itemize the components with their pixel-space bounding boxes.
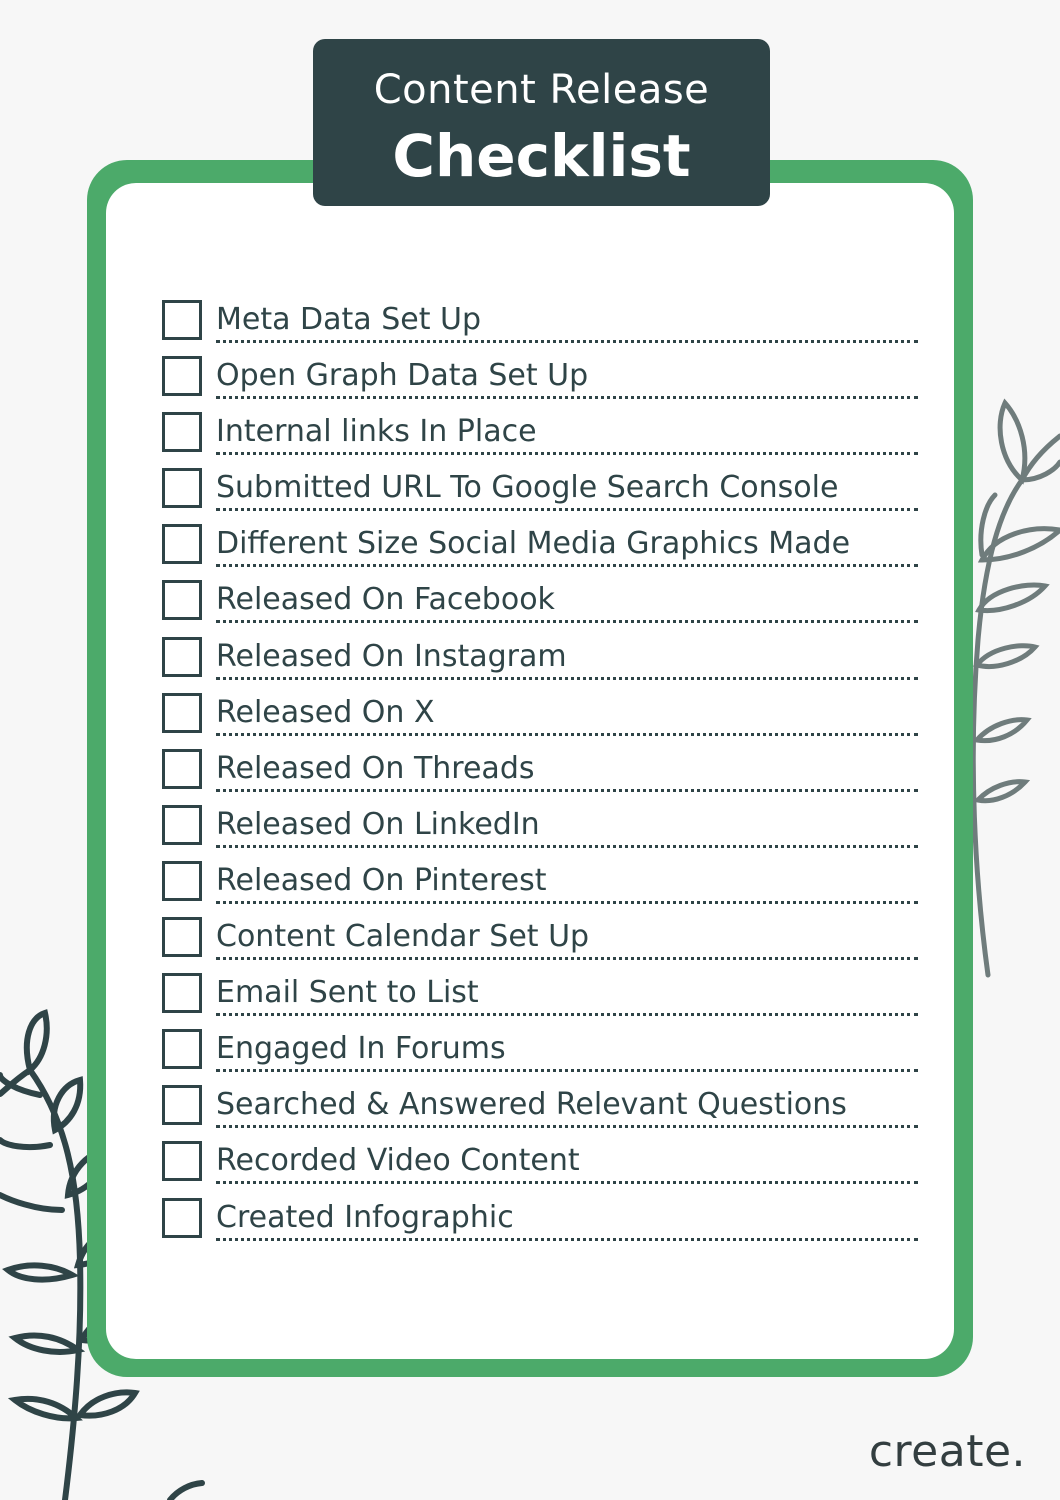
checklist-item-label: Email Sent to List <box>216 975 479 1011</box>
checklist-item-label: Content Calendar Set Up <box>216 919 590 955</box>
dotted-rule <box>216 789 918 792</box>
checklist-item[interactable] <box>162 1198 918 1254</box>
checkbox[interactable] <box>162 917 202 957</box>
dotted-rule <box>216 1125 918 1128</box>
checkbox[interactable] <box>162 412 202 452</box>
checklist-item[interactable] <box>162 524 918 580</box>
checkbox[interactable] <box>162 356 202 396</box>
checklist-item[interactable] <box>162 749 918 805</box>
checkbox[interactable] <box>162 1198 202 1238</box>
dotted-rule <box>216 508 918 511</box>
dotted-rule <box>216 677 918 680</box>
checklist-item-label: Internal links In Place <box>216 414 537 450</box>
checklist-item[interactable] <box>162 1085 918 1141</box>
checkbox[interactable] <box>162 693 202 733</box>
checklist-item-label: Searched & Answered Relevant Questions <box>216 1087 847 1123</box>
dotted-rule <box>216 901 918 904</box>
checkbox[interactable] <box>162 1141 202 1181</box>
checklist-item-label: Released On Pinterest <box>216 862 547 898</box>
checkbox[interactable] <box>162 468 202 508</box>
title-line-1: Content Release <box>373 67 710 113</box>
checklist-item[interactable] <box>162 468 918 524</box>
checklist-item[interactable] <box>162 580 918 636</box>
checkbox[interactable] <box>162 524 202 564</box>
checkbox[interactable] <box>162 749 202 789</box>
checklist-item-label: Released On Instagram <box>216 638 567 674</box>
checkbox[interactable] <box>162 300 202 340</box>
checklist-item[interactable] <box>162 693 918 749</box>
checklist-item-label: Engaged In Forums <box>216 1031 506 1067</box>
checklist-item[interactable] <box>162 1029 918 1085</box>
dotted-rule <box>216 733 918 736</box>
checklist-item-label: Different Size Social Media Graphics Made <box>216 526 851 562</box>
checklist <box>162 300 918 1254</box>
checklist-item-label: Meta Data Set Up <box>216 302 481 337</box>
checkbox[interactable] <box>162 861 202 901</box>
dotted-rule <box>216 396 918 399</box>
checklist-item-label: Open Graph Data Set Up <box>216 358 589 394</box>
checklist-item-label: Released On X <box>216 694 435 730</box>
dotted-rule <box>216 564 918 567</box>
checklist-item-label: Recorded Video Content <box>216 1143 580 1179</box>
dotted-rule <box>216 957 918 960</box>
checklist-item[interactable] <box>162 300 918 356</box>
dotted-rule <box>216 620 918 623</box>
checkbox[interactable] <box>162 580 202 620</box>
right-branch-icon <box>973 403 1060 975</box>
checklist-item[interactable] <box>162 1141 918 1197</box>
brand-logo: create. <box>868 1426 1026 1477</box>
checklist-item[interactable] <box>162 637 918 693</box>
checkbox[interactable] <box>162 973 202 1013</box>
checklist-item[interactable] <box>162 412 918 468</box>
dotted-rule <box>216 845 918 848</box>
checklist-item-label: Released On Facebook <box>216 582 555 618</box>
dotted-rule <box>216 1069 918 1072</box>
checklist-item[interactable] <box>162 917 918 973</box>
checklist-item-label: Released On LinkedIn <box>216 806 540 842</box>
checklist-item[interactable] <box>162 356 918 412</box>
checklist-item-label: Submitted URL To Google Search Console <box>216 470 839 506</box>
checkbox[interactable] <box>162 1029 202 1069</box>
checklist-item[interactable] <box>162 805 918 861</box>
checklist-item[interactable] <box>162 973 918 1029</box>
dotted-rule <box>216 452 918 455</box>
checkbox[interactable] <box>162 805 202 845</box>
dotted-rule <box>216 1238 918 1241</box>
checkbox[interactable] <box>162 1085 202 1125</box>
checklist-item[interactable] <box>162 861 918 917</box>
checklist-item-label: Released On Threads <box>216 750 535 786</box>
dotted-rule <box>216 340 918 343</box>
dotted-rule <box>216 1181 918 1184</box>
checkbox[interactable] <box>162 637 202 677</box>
checklist-item-label: Created Infographic <box>216 1199 514 1235</box>
page-title: Checklist <box>392 122 691 190</box>
dotted-rule <box>216 1013 918 1016</box>
title-banner <box>313 39 770 206</box>
